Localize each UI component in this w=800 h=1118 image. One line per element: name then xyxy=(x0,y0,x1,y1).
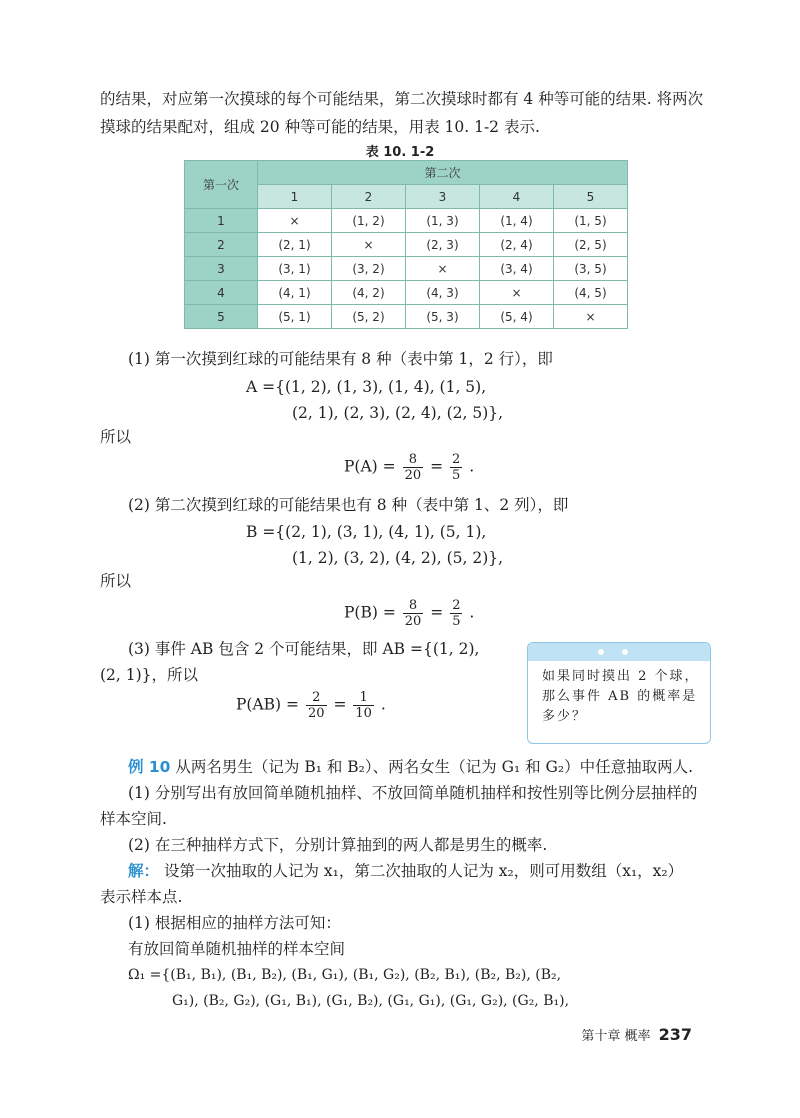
part3-line-2: (2, 1)}，所以 xyxy=(100,666,199,684)
solution-text: 设第一次抽取的人记为 x₁，第二次抽取的人记为 x₂，则可用数组（x₁，x₂） xyxy=(163,862,684,880)
part2-so: 所以 xyxy=(100,572,132,590)
denominator: 20 xyxy=(404,468,422,483)
table-cell: (2, 3) xyxy=(406,233,480,257)
table-col-label: 2 xyxy=(332,185,406,209)
table-cell: (1, 4) xyxy=(480,209,554,233)
prob-b-formula xyxy=(344,598,474,629)
set-b-line-2: (1, 2), (3, 2), (4, 2), (5, 2)}, xyxy=(292,549,504,567)
numerator: 8 xyxy=(403,452,424,468)
note-dot-icon xyxy=(622,649,628,655)
table-row-label: 2 xyxy=(185,233,258,257)
example-label: 例 10 xyxy=(128,758,171,776)
fraction xyxy=(450,452,462,483)
fraction xyxy=(353,690,374,721)
table-col-header: 第二次 xyxy=(258,161,628,185)
table-cell: × xyxy=(554,305,628,329)
page-footer xyxy=(581,1025,692,1044)
example-q1: (1) 分别写出有放回简单随机抽样、不放回简单随机抽样和按性别等比例分层抽样的 xyxy=(128,784,698,802)
omega1-line-2: G₁), (B₂, G₂), (G₁, B₁), (G₁, B₂), (G₁, G₁), (G₁, G₂), (G₂, B₁), xyxy=(172,993,570,1009)
period: . xyxy=(469,603,475,622)
set-a-line-1: A ={(1, 2), (1, 3), (1, 4), (1, 5), xyxy=(246,378,487,396)
table-col-label: 4 xyxy=(480,185,554,209)
table-row-label: 4 xyxy=(185,281,258,305)
table-row-label: 3 xyxy=(185,257,258,281)
solution-label: 解： xyxy=(128,861,160,880)
example-q1b: 样本空间. xyxy=(100,810,167,828)
table-cell: × xyxy=(332,233,406,257)
set-b-line-1: B ={(2, 1), (3, 1), (4, 1), (5, 1), xyxy=(246,523,487,541)
table-cell: (1, 2) xyxy=(332,209,406,233)
table-row-header: 第一次 xyxy=(185,161,258,209)
table-cell: (5, 2) xyxy=(332,305,406,329)
equals: = xyxy=(333,695,347,714)
numerator: 2 xyxy=(452,452,461,467)
table-cell: (4, 3) xyxy=(406,281,480,305)
numerator: 8 xyxy=(403,598,424,614)
table-cell: (3, 1) xyxy=(258,257,332,281)
numerator: 2 xyxy=(452,598,461,613)
table-row xyxy=(185,305,628,329)
table-cell: (4, 2) xyxy=(332,281,406,305)
fraction xyxy=(306,690,327,721)
solution-line xyxy=(128,858,728,884)
denominator: 5 xyxy=(452,468,461,483)
example-q2: (2) 在三种抽样方式下，分别计算抽到的两人都是男生的概率. xyxy=(128,836,548,854)
table-row xyxy=(185,257,628,281)
table-cell: (1, 3) xyxy=(406,209,480,233)
table-cell: (5, 1) xyxy=(258,305,332,329)
table-row xyxy=(185,281,628,305)
table-cell: × xyxy=(480,281,554,305)
fraction xyxy=(403,452,424,483)
table-col-label: 1 xyxy=(258,185,332,209)
table-row xyxy=(185,233,628,257)
note-text: 如果同时摸出 2 个球，那么事件 AB 的概率是多少？ xyxy=(542,669,700,724)
part2-text: (2) 第二次摸到红球的可能结果也有 8 种（表中第 1、2 列），即 xyxy=(128,496,569,514)
denominator: 5 xyxy=(452,614,461,629)
omega1-line-1: Ω₁ ={(B₁, B₁), (B₁, B₂), (B₁, G₁), (B₁, G₂), (B₂, B₁), (B₂, B₂), (B₂, xyxy=(128,967,562,983)
note-header-bar xyxy=(528,643,710,661)
table-col-label: 3 xyxy=(406,185,480,209)
solution-step-1: (1) 根据相应的抽样方法可知： xyxy=(128,914,341,932)
part1-so: 所以 xyxy=(100,428,132,446)
table-cell: (1, 5) xyxy=(554,209,628,233)
set-a-line-2: (2, 1), (2, 3), (2, 4), (2, 5)}, xyxy=(292,404,504,422)
fraction xyxy=(450,598,462,629)
denominator: 20 xyxy=(404,614,422,629)
table-cell: (4, 5) xyxy=(554,281,628,305)
part1-text: (1) 第一次摸到红球的可能结果有 8 种（表中第 1，2 行），即 xyxy=(128,350,553,368)
table-caption: 表 10. 1-2 xyxy=(365,145,435,160)
table-col-label: 5 xyxy=(554,185,628,209)
prob-a-left: P(A) = xyxy=(344,457,396,476)
table-cell: (5, 4) xyxy=(480,305,554,329)
prob-ab-formula xyxy=(236,690,386,721)
example-title-line xyxy=(128,754,728,780)
prob-b-left: P(B) = xyxy=(344,603,396,622)
period: . xyxy=(469,457,475,476)
intro-line-2: 摸球的结果配对，组成 20 种等可能的结果，用表 10. 1-2 表示. xyxy=(100,118,540,136)
denominator: 10 xyxy=(355,706,372,721)
table-cell: (3, 2) xyxy=(332,257,406,281)
fraction xyxy=(403,598,424,629)
prob-ab-left: P(AB) = xyxy=(236,695,300,714)
table-row-label: 5 xyxy=(185,305,258,329)
table-cell: (2, 4) xyxy=(480,233,554,257)
table-cell: (2, 1) xyxy=(258,233,332,257)
table-cell: (2, 5) xyxy=(554,233,628,257)
solution-text-2: 表示样本点. xyxy=(100,888,183,906)
outcome-table xyxy=(184,160,628,329)
table-row-label: 1 xyxy=(185,209,258,233)
numerator: 1 xyxy=(353,690,374,706)
chapter-title: 第十章 概率 xyxy=(581,1029,651,1044)
example-title: 从两名男生（记为 B₁ 和 B₂）、两名女生（记为 G₁ 和 G₂）中任意抽取两人. xyxy=(175,758,694,776)
intro-line-1: 的结果，对应第一次摸球的每个可能结果，第二次摸球时都有 4 种等可能的结果. 将两次 xyxy=(100,90,704,108)
numerator: 2 xyxy=(306,690,327,706)
period: . xyxy=(380,695,386,714)
denominator: 20 xyxy=(307,706,325,721)
table-cell: (3, 4) xyxy=(480,257,554,281)
prob-a-formula xyxy=(344,452,474,483)
page-number: 237 xyxy=(658,1025,692,1044)
equals: = xyxy=(430,603,444,622)
table-cell: (3, 5) xyxy=(554,257,628,281)
solution-step-2: 有放回简单随机抽样的样本空间 xyxy=(128,940,346,958)
table-cell: × xyxy=(406,257,480,281)
margin-note xyxy=(527,642,711,744)
table-cell: (4, 1) xyxy=(258,281,332,305)
note-dot-icon xyxy=(598,649,604,655)
table-row xyxy=(185,209,628,233)
equals: = xyxy=(430,457,444,476)
part3-line-1: (3) 事件 AB 包含 2 个可能结果，即 AB ={(1, 2), xyxy=(128,640,480,658)
table-cell: (5, 3) xyxy=(406,305,480,329)
table-cell: × xyxy=(258,209,332,233)
